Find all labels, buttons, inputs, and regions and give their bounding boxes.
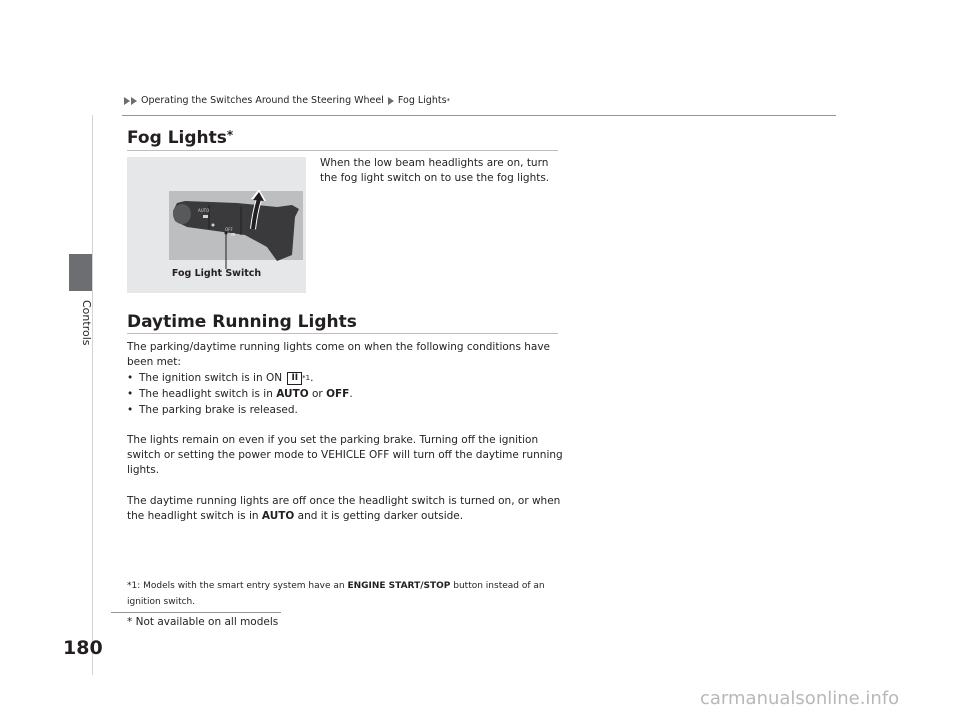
breadcrumb xyxy=(124,95,450,106)
drl-conditions-list xyxy=(127,370,353,418)
drl-paragraph: The lights remain on even if you set the parking brake. Turning off the ignition switch or setting the power mode to VEHICLE OFF will turn off the daytime running lights. xyxy=(127,434,563,476)
fog-lights-intro: When the low beam headlights are on, turn the fog light switch on to use the fog lights. xyxy=(320,157,550,184)
drl-conditions-intro: The parking/daytime running lights come on when the following conditions have been met: xyxy=(127,341,551,368)
heading-star: * xyxy=(226,128,234,142)
list-item: • The ignition switch is in ON II *1 . xyxy=(127,372,314,384)
fog-light-switch-figure xyxy=(127,157,306,293)
drl-heading: Daytime Running Lights xyxy=(127,312,357,332)
figure-caption: Fog Light Switch xyxy=(171,268,262,279)
breadcrumb-arrow-icon xyxy=(124,97,130,105)
breadcrumb-item[interactable]: Fog Lights xyxy=(397,95,447,106)
drl-paragraph: The daytime running lights are off once the headlight switch is turned on, or when the headlight switch is in AUTO and it is getting darker outside. xyxy=(127,495,561,522)
footnote-ref: *1 xyxy=(302,374,311,382)
footnote-rule xyxy=(111,612,281,613)
heading-rule xyxy=(127,333,558,334)
breadcrumb-star: * xyxy=(446,96,451,105)
watermark: carmanualsonline.info xyxy=(700,688,900,709)
section-tab xyxy=(69,254,93,291)
breadcrumb-arrow-icon xyxy=(388,97,394,105)
model-availability-note: * Not available on all models xyxy=(127,616,279,628)
breadcrumb-item[interactable]: Operating the Switches Around the Steering Wheel xyxy=(141,95,384,106)
header-rule xyxy=(122,115,836,116)
svg-text:OFF: OFF xyxy=(225,227,233,232)
list-item: • The parking brake is released. xyxy=(127,404,298,416)
section-label: Controls xyxy=(80,300,93,346)
footnote: *1: Models with the smart entry system have an ENGINE START/STOP button instead of an ignition switch. xyxy=(127,581,545,607)
sidebar-divider xyxy=(92,115,93,675)
svg-text:AUTO: AUTO xyxy=(198,208,210,213)
list-item: • The headlight switch is in AUTO or OFF . xyxy=(127,388,353,400)
page-number: 180 xyxy=(63,637,103,659)
ignition-position-badge: II xyxy=(287,372,302,385)
heading-rule xyxy=(127,150,558,151)
fog-lights-heading: Fog Lights* xyxy=(127,128,234,148)
breadcrumb-arrow-icon xyxy=(131,97,137,105)
